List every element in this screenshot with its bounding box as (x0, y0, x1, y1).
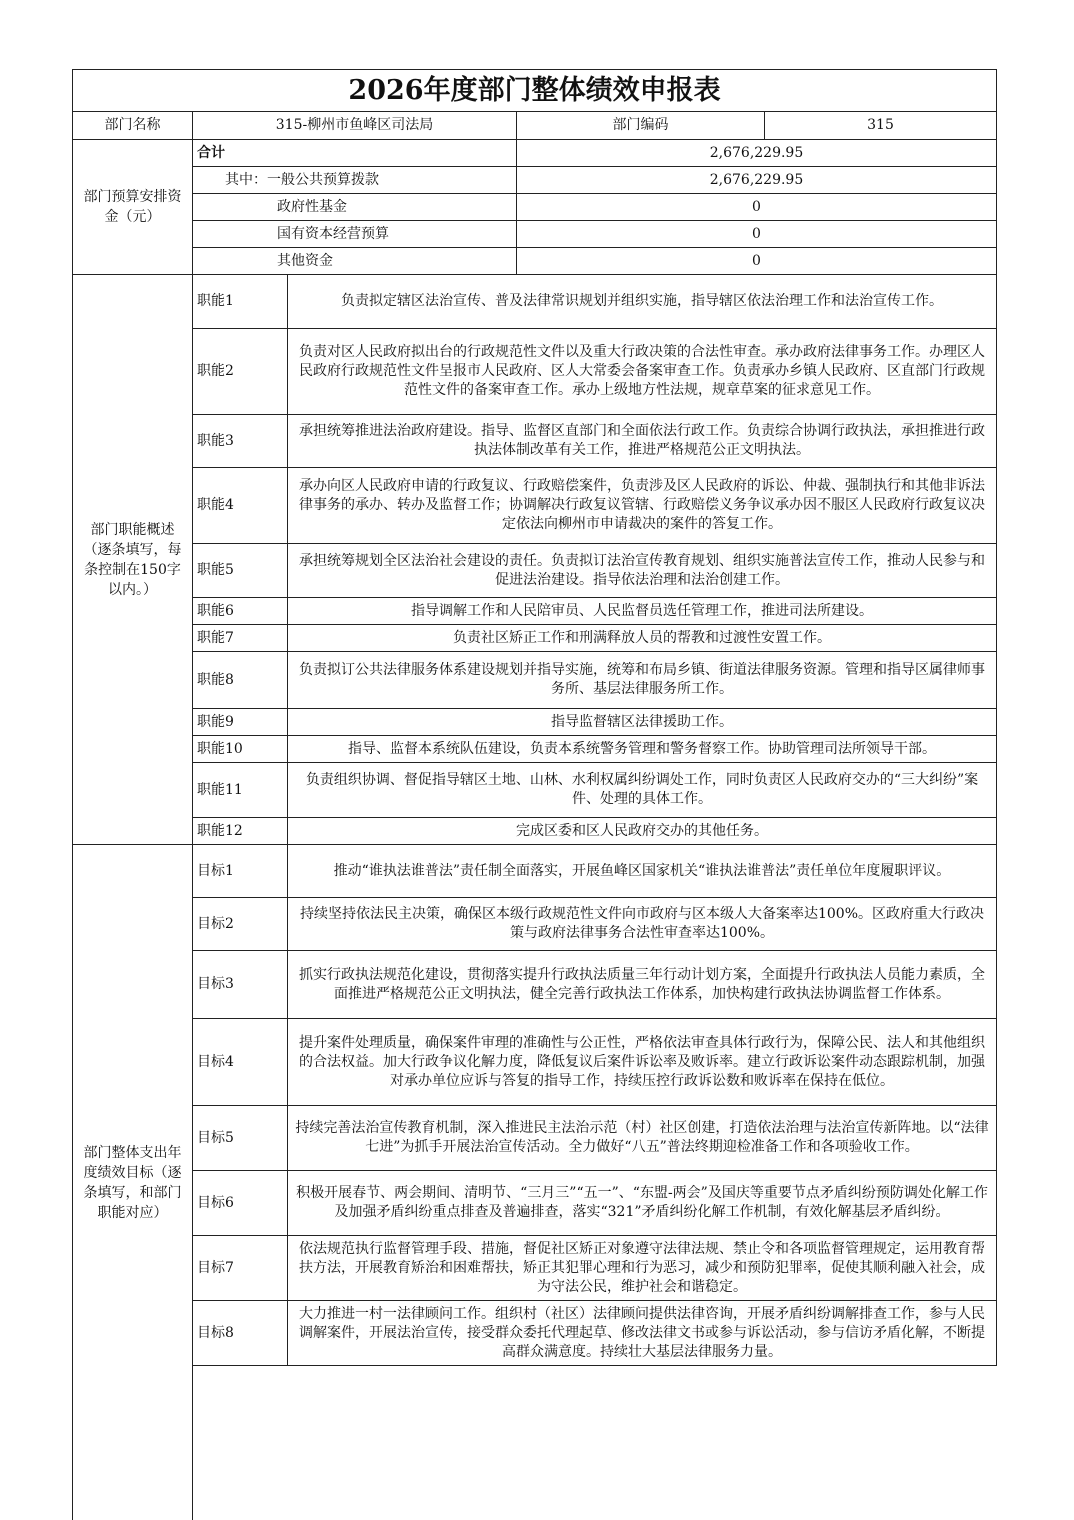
function-row-text: 负责拟定辖区法治宣传、普及法律常识规划并组织实施，指导辖区依法治理工作和法治宣传工作。 (341, 293, 943, 309)
function-row-text-cell (287, 817, 997, 845)
goal-row-text: 大力推进一村一法律顾问工作。组织村（社区）法律顾问提供法律咨询，开展矛盾纠纷调解排查工作，参与人民调解案件，开展法治宣传，接受群众委托代理起草、修改法律文书或参与诉讼活动，参与信访矛盾化解，不断提高群众满意度。持续壮大基层法律服务力量。 (299, 1305, 985, 1360)
function-row-label: 职能11 (192, 762, 288, 818)
function-row-text: 指导监督辖区法律援助工作。 (551, 713, 733, 730)
budget-row-label: 其中：一般公共预算拨款 (192, 166, 517, 194)
budget-row-label: 其他资金 (192, 247, 517, 275)
report-title: 2026年度部门整体绩效申报表 (72, 69, 997, 112)
dept-code-label: 部门编码 (516, 111, 765, 140)
goal-row-text-cell (287, 844, 997, 898)
budget-row-label: 政府性基金 (192, 193, 517, 221)
function-row-text: 负责拟订公共法律服务体系建设规划并指导实施，统筹和布局乡镇、街道法律服务资源。管理和指导区属律师事务所、基层法律服务所工作。 (299, 662, 985, 697)
budget-row-value: 0 (516, 193, 997, 221)
function-row-text: 负责对区人民政府拟出台的行政规范性文件以及重大行政决策的合法性审查。承办政府法律事务工作。办理区人民政府行政规范性文件呈报市人民政府、区人大常委会备案审查工作。负责承办乡镇人民政府、区直部门行政规范性文件的备案审查工作。承办上级地方性法规，规章草案的征求意见工作。 (299, 344, 985, 398)
function-row-label: 职能8 (192, 651, 288, 709)
functions-section-label: 部门职能概述（逐条填写，每条控制在150字以内。） (72, 274, 193, 845)
function-row-label: 职能12 (192, 817, 288, 845)
goal-row-label: 目标3 (192, 950, 288, 1019)
dept-name-label: 部门名称 (72, 111, 193, 140)
function-row-text-cell (287, 543, 997, 598)
budget-row-value: 2,676,229.95 (516, 166, 997, 194)
dept-name-value: 315-柳州市鱼峰区司法局 (192, 111, 517, 140)
dept-code-value: 315 (764, 111, 997, 140)
goal-row-text-cell (287, 1105, 997, 1171)
goal-row-text-cell (287, 1235, 997, 1301)
goal-row-text-cell (287, 897, 997, 951)
function-row-text-cell (287, 651, 997, 709)
function-row-label: 职能4 (192, 467, 288, 544)
function-row-label: 职能10 (192, 735, 288, 763)
function-row-label: 职能5 (192, 543, 288, 598)
function-row-text: 承担统筹推进法治政府建设。指导、监督区直部门和全面依法行政工作。负责综合协调行政执法，承担推进行政执法体制改革有关工作，推进严格规范公正文明执法。 (299, 423, 985, 458)
goal-row-label: 目标4 (192, 1018, 288, 1106)
goal-row-text: 抓实行政执法规范化建设，贯彻落实提升行政执法质量三年行动计划方案，全面提升行政执法人员能力素质，全面推进严格规范公正文明执法，健全完善行政执法工作体系，加快构建行政执法协调监督工作体系。 (299, 966, 985, 1002)
function-row-text: 负责组织协调、督促指导辖区土地、山林、水利权属纠纷调处工作，同时负责区人民政府交办的“三大纠纷”案件、处理的具体工作。 (305, 772, 979, 807)
function-row-text-cell (287, 735, 997, 763)
function-row-text: 指导、监督本系统队伍建设，负责本系统警务管理和警务督察工作。协助管理司法所领导干部。 (348, 740, 936, 757)
function-row-label: 职能7 (192, 624, 288, 652)
goal-row-text: 持续坚持依法民主决策，确保区本级行政规范性文件向市政府与区本级人大备案率达100%。区政府重大行政决策与政府法律事务合法性审查率达100%。 (299, 906, 985, 941)
function-row-text-cell (287, 597, 997, 625)
budget-section-label: 部门预算安排资金（元） (72, 139, 193, 275)
function-row-text-cell (287, 708, 997, 736)
function-row-label: 职能6 (192, 597, 288, 625)
function-row-label: 职能9 (192, 708, 288, 736)
goal-row-text-cell (287, 950, 997, 1019)
goal-row-text: 推动“谁执法谁普法”责任制全面落实，开展鱼峰区国家机关“谁执法谁普法”责任单位年度履职评议。 (333, 862, 951, 879)
goal-row-label: 目标6 (192, 1170, 288, 1236)
function-row-text-cell (287, 762, 997, 818)
function-row-text: 承办向区人民政府申请的行政复议、行政赔偿案件，负责涉及区人民政府的诉讼、仲裁、强制执行和其他非诉法律事务的承办、转办及监督工作；协调解决行政复议管辖、行政赔偿义务争议承办因不服区人民政府行政复议决定依法向柳州市申请裁决的案件的答复工作。 (299, 478, 985, 532)
goal-row-label: 目标1 (192, 844, 288, 898)
budget-row-value: 0 (516, 247, 997, 275)
budget-row-label: 合计 (192, 139, 517, 167)
budget-row-value: 2,676,229.95 (516, 139, 997, 167)
goals-section-label: 部门整体支出年度绩效目标（逐条填写，和部门职能对应） (72, 844, 193, 1520)
goal-row-label: 目标8 (192, 1300, 288, 1366)
function-row-text: 指导调解工作和人民陪审员、人民监督员选任管理工作，推进司法所建设。 (411, 602, 873, 619)
goal-row-text-cell (287, 1018, 997, 1106)
goal-row-text-cell (287, 1300, 997, 1366)
function-row-label: 职能1 (192, 274, 288, 329)
budget-row-value: 0 (516, 220, 997, 248)
function-row-text-cell (287, 414, 997, 468)
function-row-text-cell (287, 467, 997, 544)
function-row-text: 完成区委和区人民政府交办的其他任务。 (516, 822, 768, 839)
goal-row-text: 提升案件处理质量，确保案件审理的准确性与公正性，严格依法审查具体行政行为，保障公民、法人和其他组织的合法权益。加大行政争议化解力度，降低复议后案件诉讼率及败诉率。建立行政诉讼案件动态跟踪机制，加强对承办单位应诉与答复的指导工作，持续压控行政诉讼数和败诉率在保持在低位。 (299, 1034, 985, 1089)
goal-row-label: 目标2 (192, 897, 288, 951)
goal-row-text-cell (287, 1170, 997, 1236)
function-row-text-cell (287, 624, 997, 652)
goal-row-text: 持续完善法治宣传教育机制，深入推进民主法治示范（村）社区创建，打造依法治理与法治宣传新阵地。以“法律七进”为抓手开展法治宣传活动。全力做好“八五”普法终期迎检准备工作和各项验收工作。 (295, 1120, 989, 1155)
function-row-text: 承担统筹规划全区法治社会建设的责任。负责拟订法治宣传教育规划、组织实施普法宣传工作，推动人民参与和促进法治建设。指导依法治理和法治创建工作。 (299, 552, 985, 588)
function-row-text-cell (287, 274, 997, 329)
goal-row-label: 目标5 (192, 1105, 288, 1171)
function-row-label: 职能2 (192, 328, 288, 415)
goal-row-text: 积极开展春节、两会期间、清明节、“三月三”“五一”、“东盟-两会”及国庆等重要节点矛盾纠纷预防调处化解工作及加强矛盾纠纷重点排查及普遍排查，落实“321”矛盾纠纷化解工作机制，有效化解基层矛盾纠纷。 (296, 1185, 988, 1220)
function-row-label: 职能3 (192, 414, 288, 468)
budget-row-label: 国有资本经营预算 (192, 220, 517, 248)
function-row-text-cell (287, 328, 997, 415)
function-row-text: 负责社区矫正工作和刑满释放人员的帮教和过渡性安置工作。 (453, 629, 831, 646)
goal-row-label: 目标7 (192, 1235, 288, 1301)
goal-row-text: 依法规范执行监督管理手段、措施，督促社区矫正对象遵守法律法规、禁止令和各项监督管理规定，运用教育帮扶方法，开展教育矫治和困难帮扶，矫正其犯罪心理和行为恶习，减少和预防犯罪率，促使其顺利融入社会，成为守法公民，维护社会和谐稳定。 (299, 1240, 985, 1295)
